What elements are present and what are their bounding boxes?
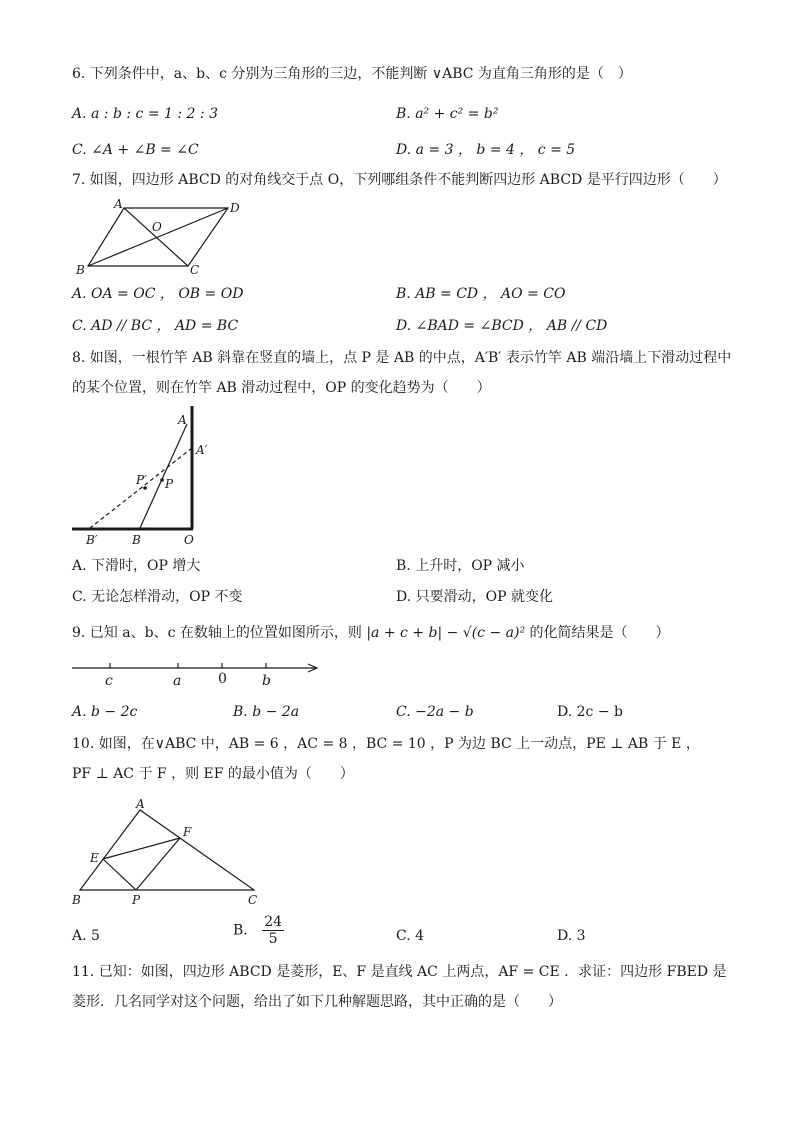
q7-parallelogram-figure (72, 196, 252, 280)
q6-option-b[interactable]: B. a² + c² = b² (396, 106, 499, 122)
q8-option-a[interactable]: A. 下滑时，OP 增大 (72, 558, 201, 574)
q9-stem-suffix: 的化简结果是（ ） (529, 625, 670, 641)
q8-ladder-figure (72, 402, 212, 550)
q8-label-b: B (132, 533, 141, 547)
q10-fraction-numerator: 24 (264, 914, 283, 930)
q8-label-a-prime: A′ (196, 443, 208, 457)
q7-option-c[interactable]: C. AD // BC ， AD = BC (72, 318, 239, 334)
q7-label-a: A (114, 197, 123, 211)
q7-label-o: O (152, 220, 162, 234)
q6-option-a[interactable]: A. a : b : c = 1 : 2 : 3 (72, 106, 218, 122)
q10-stem-line1: 10. 如图，在∨ABC 中，AB = 6 ，AC = 8 ，BC = 10 ，P 为边 BC 上一动点，PE ⊥ AB 于 E ， (72, 736, 700, 752)
q7-label-c: C (190, 263, 200, 277)
q8-option-b[interactable]: B. 上升时，OP 减小 (396, 558, 525, 574)
q10-option-b[interactable] (233, 914, 284, 947)
q7-stem: 7. 如图，四边形 ABCD 的对角线交于点 O，下列哪组条件不能判断四边形 ABCD 是平行四边形（ ） (72, 172, 727, 188)
q9-axis-label-c: c (105, 673, 113, 689)
q10-option-c[interactable]: C. 4 (396, 928, 425, 944)
q10-triangle-figure (72, 796, 268, 908)
q9-stem-expression: |a + c + b| − √(c − a)² (366, 625, 526, 641)
q8-option-d[interactable]: D. 只要滑动，OP 就变化 (396, 589, 553, 605)
q10-label-f: F (183, 825, 192, 839)
q7-label-d: D (230, 201, 240, 215)
q10-option-d[interactable]: D. 3 (557, 928, 586, 944)
q10-label-p: P (132, 893, 141, 907)
q8-stem-line1: 8. 如图，一根竹竿 AB 斜靠在竖直的墙上，点 P 是 AB 的中点，A′B′ 表示竹竿 AB 端沿墙上下滑动过程中 (72, 350, 732, 366)
q10-stem-line2: PF ⊥ AC 于 F ，则 EF 的最小值为（ ） (72, 766, 354, 782)
q10-label-e: E (90, 851, 99, 865)
q9-axis-label-b: b (262, 673, 271, 689)
q10-option-b-fraction (262, 914, 284, 947)
q10-label-b: B (72, 893, 81, 907)
q9-stem (72, 623, 670, 643)
q9-option-a[interactable]: A. b − 2c (72, 704, 138, 720)
q7-label-b: B (76, 263, 85, 277)
q8-stem-line2: 的某个位置，则在竹竿 AB 滑动过程中，OP 的变化趋势为（ ） (72, 380, 491, 396)
q10-label-c: C (248, 893, 258, 907)
q11-stem-line1: 11. 已知：如图，四边形 ABCD 是菱形，E、F 是直线 AC 上两点，AF = CE ．求证：四边形 FBED 是 (72, 964, 727, 980)
q6-option-d[interactable]: D. a = 3 ， b = 4 ， c = 5 (396, 142, 576, 158)
q9-option-b[interactable]: B. b − 2a (233, 704, 300, 720)
q8-label-p-prime: P′ (136, 473, 147, 487)
q8-label-o: O (184, 533, 194, 547)
q6-option-c[interactable]: C. ∠A + ∠B = ∠C (72, 142, 199, 158)
q9-option-c[interactable]: C. −2a − b (396, 704, 474, 720)
q7-option-d[interactable]: D. ∠BAD = ∠BCD ， AB // CD (396, 318, 608, 334)
q9-option-d[interactable]: D. 2c − b (557, 704, 623, 720)
q8-label-b-prime: B′ (86, 533, 98, 547)
q10-fraction-denominator: 5 (268, 931, 278, 947)
q10-option-b-letter: B. (233, 922, 248, 939)
q10-label-a: A (136, 797, 145, 811)
q10-option-a[interactable]: A. 5 (72, 928, 100, 944)
q8-label-p: P (165, 477, 174, 491)
q9-axis-label-zero: 0 (218, 671, 227, 687)
q9-stem-prefix: 9. 已知 a、b、c 在数轴上的位置如图所示，则 (72, 625, 362, 641)
q8-label-a: A (178, 413, 187, 427)
q11-stem-line2: 菱形．几名同学对这个问题，给出了如下几种解题思路，其中正确的是（ ） (72, 994, 562, 1010)
q6-stem: 6. 下列条件中，a、b、c 分别为三角形的三边，不能判断 ∨ABC 为直角三角形的是（ ） (72, 66, 632, 82)
q7-option-b[interactable]: B. AB = CD ， AO = CO (396, 286, 566, 302)
q9-axis-label-a: a (173, 673, 182, 689)
q8-option-c[interactable]: C. 无论怎样滑动，OP 不变 (72, 589, 243, 605)
q9-number-line (72, 656, 324, 692)
q7-option-a[interactable]: A. OA = OC ， OB = OD (72, 286, 244, 302)
